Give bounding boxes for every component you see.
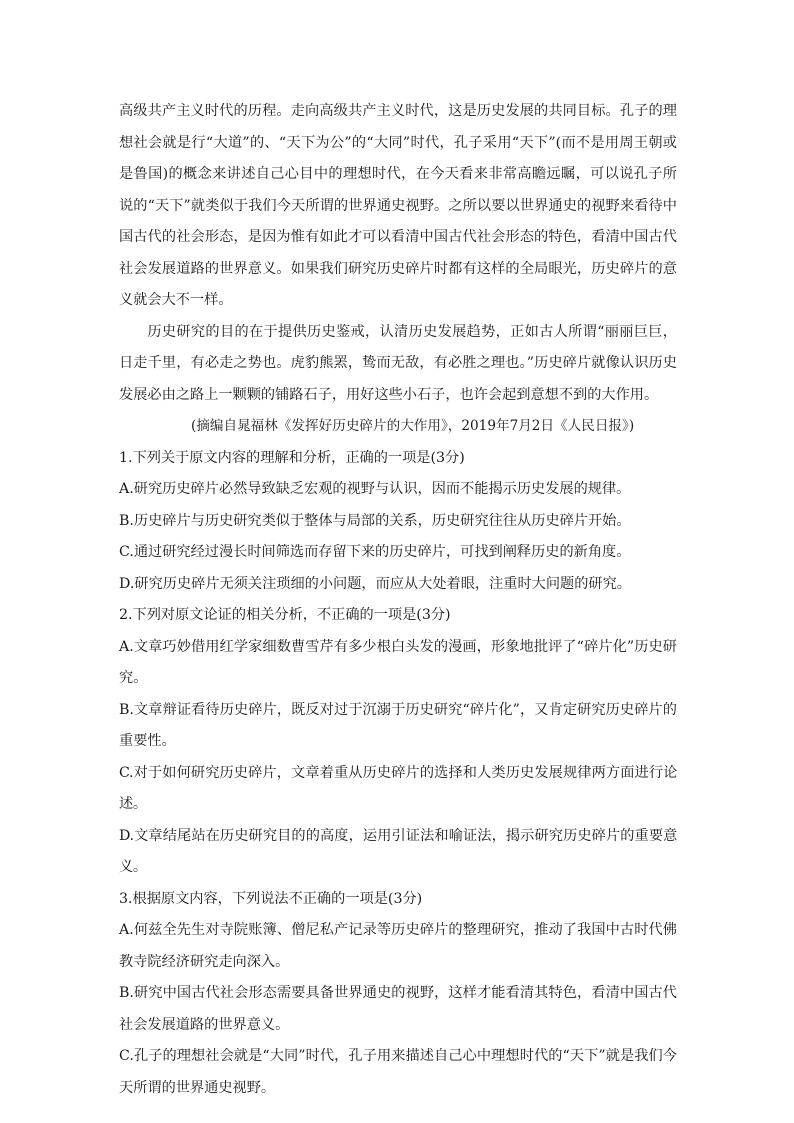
option-a: A.研究历史碎片必然导致缺乏宏观的视野与认识，因而不能揭示历史发展的规律。 (119, 481, 631, 497)
option-c: C.孔子的理想社会就是“大同”时代，孔子用来描述自己心中理想时代的“天下”就是我们今天所谓的世界通史视野。 (119, 1048, 677, 1096)
option-a: A.何兹全先生对寺院账簿、僧尼私产记录等历史碎片的整理研究，推动了我国中古时代佛教寺院经济研究走向深入。 (119, 922, 677, 970)
option-a: A.文章巧妙借用红学家细数曹雪芹有多少根白头发的漫画，形象地批评了“碎片化”历史研究。 (119, 638, 677, 686)
option-b: B.历史碎片与历史研究类似于整体与局部的关系，历史研究往往从历史碎片开始。 (119, 512, 631, 529)
question-stem: 3.根据原文内容，下列说法不正确的一项是(3分) (119, 890, 423, 907)
article-paragraph-2: 历史研究的目的在于提供历史鉴戒，认清历史发展趋势，正如古人所谓“丽丽巨巨，日走千里，有必走之势也。虎豹熊罴，鸷而无敌，有必胜之理也。”历史碎片就像认识历史发展必由之路上一颗颗的铺路石子，用好这些小石子，也许会起到意想不到的大作用。 (119, 323, 677, 403)
question-1 (119, 443, 677, 601)
question-stem: 2.下列对原文论证的相关分析，不正确的一项是(3分) (119, 607, 451, 623)
question-stem: 1.下列关于原文内容的理解和分析，正确的一项是(3分) (119, 449, 465, 466)
option-c: C.通过研究经过漫长时间筛选而存留下来的历史碎片，可找到阐释历史的新角度。 (119, 544, 631, 560)
article-source: (摘编自晁福林《发挥好历史碎片的大作用》，2019年7月2日《人民日报》) (191, 418, 635, 434)
option-d: D.文章结尾站在历史研究目的的高度，运用引证法和喻证法，揭示研究历史碎片的重要意义。 (119, 827, 677, 875)
exam-page (119, 96, 677, 1104)
question-2 (119, 600, 677, 884)
article-paragraph-1: 高级共产主义时代的历程。走向高级共产主义时代，这是历史发展的共同目标。孔子的理想社会就是行“大道”的、“天下为公”的“大同”时代，孔子采用“天下”(而不是用周王朝或是鲁国)的概念来讲述自己心目中的理想时代，在今天看来非常高瞻远瞩，可以说孔子所说的“天下”就类似于我们今天所谓的世界通史视野。之所以要以世界通史的视野来看待中国古代的社会形态，是因为惟有如此才可以看清中国古代社会形态的特色，看清中国古代社会发展道路的世界意义。如果我们研究历史碎片时都有这样的全局眼光，历史碎片的意义就会大不一样。 (119, 103, 677, 308)
option-b: B.文章辩证看待历史碎片，既反对过于沉溺于历史研究“碎片化”，又肯定研究历史碎片的重要性。 (119, 701, 677, 749)
option-d: D.研究历史碎片无须关注琐细的小问题，而应从大处着眼，注重时大问题的研究。 (119, 575, 631, 592)
option-b: B.研究中国古代社会形态需要具备世界通史的视野，这样才能看清其特色，看清中国古代社会发展道路的世界意义。 (119, 985, 677, 1033)
option-c: C.对于如何研究历史碎片，文章着重从历史碎片的选择和人类历史发展规律两方面进行论述。 (119, 764, 677, 812)
question-3 (119, 884, 677, 1105)
